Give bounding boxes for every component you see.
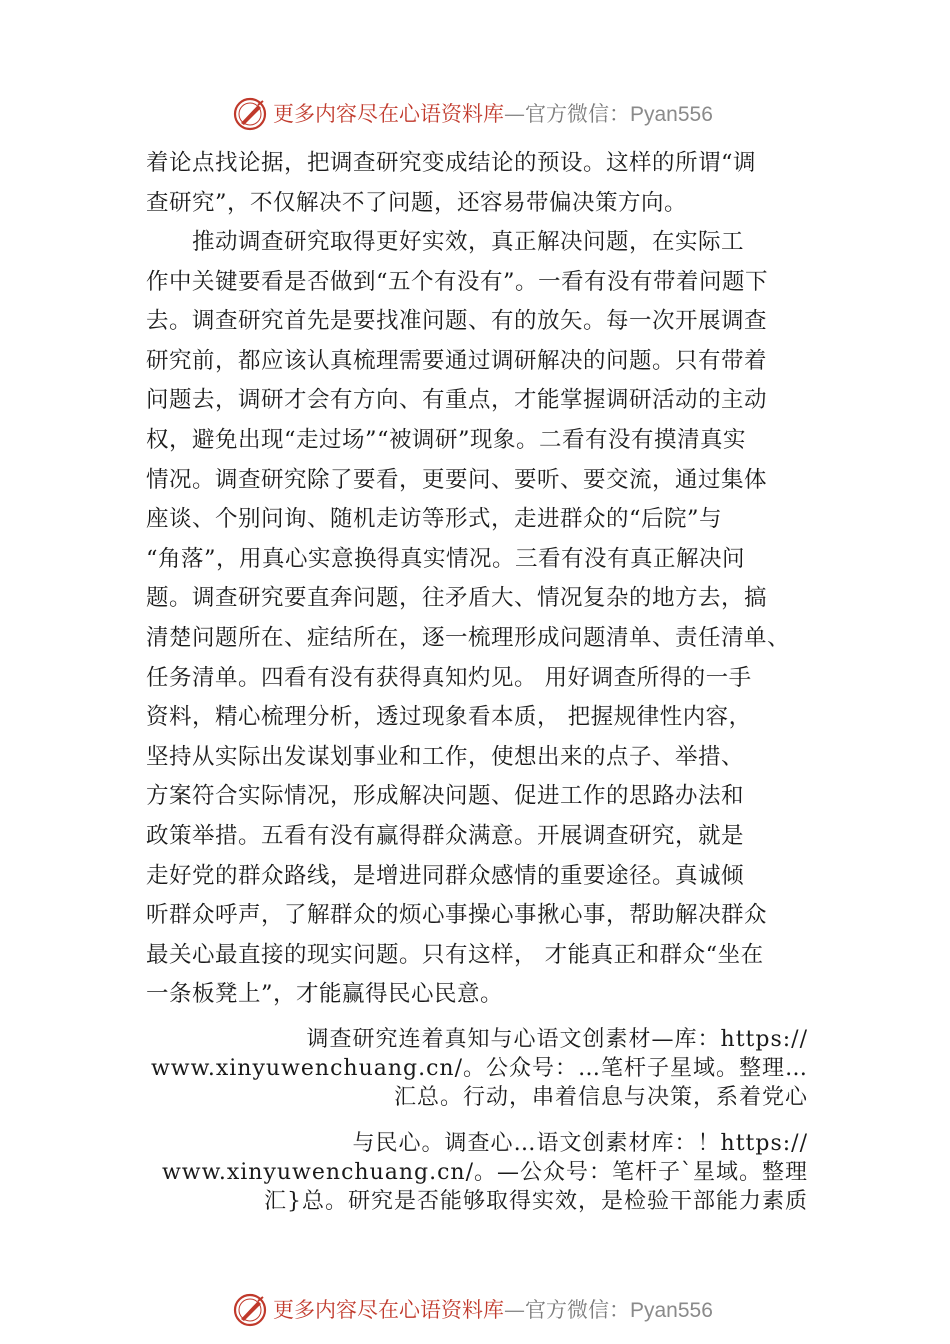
text-line: 权，避免出现“走过场”“被调研”现象。二看有没有摸清真实 xyxy=(146,426,747,453)
banner-wechat-label: 官方微信： xyxy=(525,1298,630,1322)
text-line: 政策举措。五看有没有赢得群众满意。开展调查研究，就是 xyxy=(146,822,745,849)
text-line: 研究前，都应该认真梳理需要通过调研解决的问题。只有带着 xyxy=(146,347,768,374)
quill-seal-icon xyxy=(232,96,268,132)
text-line: 汇总。行动，串着信息与决策，系着党心 xyxy=(393,1085,808,1110)
banner-wechat-label: 官方微信： xyxy=(525,102,630,126)
banner-dash: — xyxy=(504,102,525,126)
watermark-text-block-1 xyxy=(140,1025,808,1112)
banner-wechat-account: Pyan556 xyxy=(630,103,713,126)
text-line: 与民心。调查心…语文创素材库：！https:// xyxy=(352,1131,808,1156)
watermark-text-block-2 xyxy=(140,1129,808,1216)
text-line: 坚持从实际出发谋划事业和工作，使想出来的点子、举措、 xyxy=(146,743,745,770)
text-line: 去。调查研究首先是要找准问题、有的放矢。每一次开展调查 xyxy=(146,308,768,335)
text-line: 任务清单。四看有没有获得真知灼见。 用好调查所得的一手 xyxy=(146,664,752,691)
text-line: “角落”，用真心实意换得真实情况。三看有没有真正解决问 xyxy=(146,545,746,572)
text-line: 题。调查研究要直奔问题，往矛盾大、情况复杂的地方去，搞 xyxy=(146,585,768,612)
text-line: www.xinyuwenchuang.cn/。—公众号：笔杆子`星域。整理 xyxy=(161,1160,808,1185)
quill-seal-icon xyxy=(232,1292,268,1328)
text-line: 方案符合实际情况，形成解决问题、促进工作的思路办法和 xyxy=(146,783,745,810)
footer-banner xyxy=(0,1288,950,1332)
text-line: 资料，精心梳理分析，透过现象看本质， 把握规律性内容， xyxy=(146,704,752,731)
text-line: 一条板凳上”，才能赢得民心民意。 xyxy=(146,981,504,1008)
text-line: 座谈、个别问询、随机走访等形式，走进群众的“后院”与 xyxy=(146,506,723,533)
header-banner xyxy=(0,92,950,136)
text-line: 汇}总。研究是否能够取得实效，是检验干部能力素质 xyxy=(264,1189,808,1214)
text-line: 清楚问题所在、症结所在，逐一梳理形成问题清单、责任清单、 xyxy=(146,624,791,651)
banner-dash: — xyxy=(504,1298,525,1322)
text-line: 问题去，调研才会有方向、有重点，才能掌握调研活动的主动 xyxy=(146,387,768,414)
footer-banner-text xyxy=(273,1297,713,1324)
text-line: 作中关键要看是否做到“五个有没有”。一看有没有带着问题下 xyxy=(146,268,769,295)
text-line: 着论点找论据，把调查研究变成结论的预设。这样的所谓“调 xyxy=(146,150,757,176)
banner-site-name: 更多内容尽在心语资料库 xyxy=(273,1298,504,1322)
paragraph-five-checks xyxy=(146,223,826,1015)
header-banner-text xyxy=(273,101,713,128)
banner-site-name: 更多内容尽在心语资料库 xyxy=(273,102,504,126)
text-line: 情况。调查研究除了要看，更要问、要听、要交流，通过集体 xyxy=(146,466,768,493)
text-line: 走好党的群众路线，是增进同群众感情的重要途径。真诚倾 xyxy=(146,862,745,889)
banner-wechat-account: Pyan556 xyxy=(630,1299,713,1322)
text-line: 最关心最直接的现实问题。只有这样， 才能真正和群众“坐在 xyxy=(146,941,764,968)
paragraph-continuation xyxy=(146,144,826,223)
text-line: 听群众呼声，了解群众的烦心事操心事揪心事，帮助解决群众 xyxy=(146,902,768,929)
text-line: 调查研究连着真知与心语文创素材—库：https:// xyxy=(306,1027,808,1052)
text-line: www.xinyuwenchuang.cn/。公众号：…笔杆子星域。整理… xyxy=(150,1056,808,1081)
text-line: 推动调查研究取得更好实效，真正解决问题，在实际工 xyxy=(146,229,745,255)
text-line: 查研究”，不仅解决不了问题，还容易带偏决策方向。 xyxy=(146,189,688,216)
